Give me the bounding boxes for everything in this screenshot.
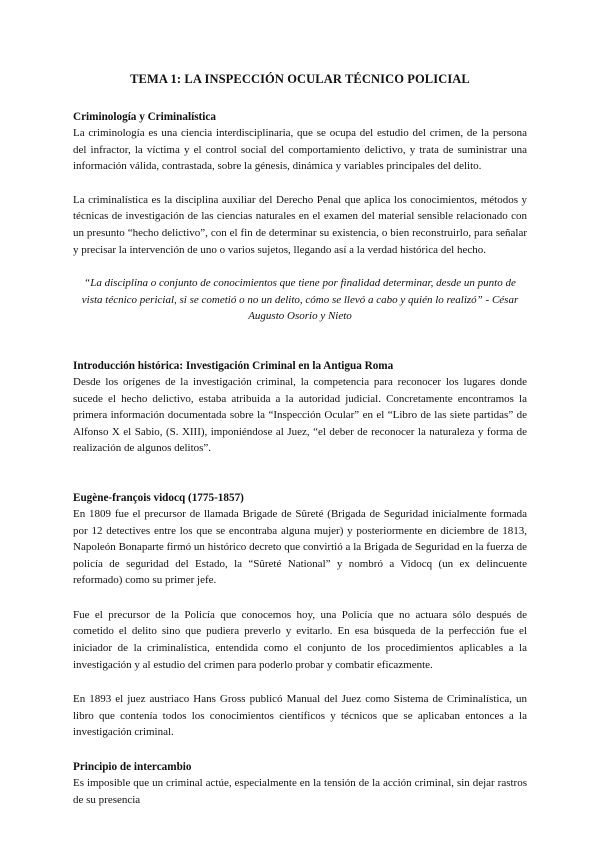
section-heading: Introducción histórica: Investigación Criminal en la Antigua Roma [73, 359, 394, 372]
section-criminologia [73, 109, 527, 325]
paragraph: Desde los orígenes de la investigación criminal, la competencia para reconocer los lugares donde sucede el hecho delictivo, estaba atribuida a la autoridad judicial. Concretamente encontramos la primera información documentada sobre la “Inspección Ocular” en el “Libro de las siete partidas” de Alfonso X el Sabio, (S. XIII), imponiéndose al Juez, “el deber de reconocer la naturaleza y forma de realización de algunos delitos”. [73, 375, 527, 455]
paragraph: La criminalística es la disciplina auxiliar del Derecho Penal que aplica los conocimientos, métodos y técnicas de investigación de las ciencias naturales en el examen del material sensible relacionado con un presunto “hecho delictivo”, con el fin de determinar su existencia, o bien reconstruirlo, para señalar y precisar la intervención de uno o varios sujetos, llegando así a la verdad histórica del hecho. [73, 193, 527, 256]
section-heading: Criminología y Criminalística [73, 111, 216, 123]
paragraph: Fue el precursor de la Policía que conocemos hoy, una Policía que no actuara sólo después de cometido el delito sino que pudiera preverlo y evitarlo. En esa búsqueda de la perfección fue el iniciador de la criminalística, entendida como el conjunto de los procedimientos aplicables a la investigación y al estudio del crimen para poderlo probar y combatir eficazmente. [73, 608, 527, 671]
paragraph: En 1809 fue el precursor de llamada Brigade de Sûreté (Brigada de Seguridad inicialmente formada por 12 detectives entre los que se encontraba alguna mujer) y posteriormente en diciembre de 1813, Napoleón Bonaparte firmó un histórico decreto que convirtió a la Brigada de Seguridad en la fuerza de policía de seguridad del Estado, la “Sûreté National” y nombró a Vidocq (un ex delincuente reformado) como su primer jefe. [73, 507, 527, 587]
paragraph: La criminología es una ciencia interdisciplinaria, que se ocupa del estudio del crimen, de la persona del infractor, la víctima y el control social del comportamiento delictivo, y trata de suministrar una información válida, contrastada, sobre la génesis, dinámica y variables principales del delito. [73, 127, 527, 173]
section-vidocq [73, 490, 527, 741]
section-principio-intercambio [73, 759, 527, 808]
section-introduccion-historica [73, 358, 527, 457]
paragraph: Es imposible que un criminal actúe, especialmente en la tensión de la acción criminal, sin dejar rastros de su presencia [73, 777, 527, 806]
paragraph: En 1893 el juez austriaco Hans Gross publicó Manual del Juez como Sistema de Criminalística, un libro que contenía todos los conocimientos científicos y técnicos que se aplicaban entonces a la investigación criminal. [73, 693, 527, 739]
document-title: TEMA 1: LA INSPECCIÓN OCULAR TÉCNICO POLICIAL [130, 72, 470, 86]
quote: “La disciplina o conjunto de conocimientos que tiene por finalidad determinar, desde un punto de vista técnico pericial, si se cometió o no un delito, cómo se llevó a cabo y quién lo realizó” - César Augusto Osorio y Nieto [81, 277, 519, 323]
section-heading: Principio de intercambio [73, 761, 192, 774]
section-heading: Eugène-françois vidocq (1775-1857) [73, 491, 244, 504]
